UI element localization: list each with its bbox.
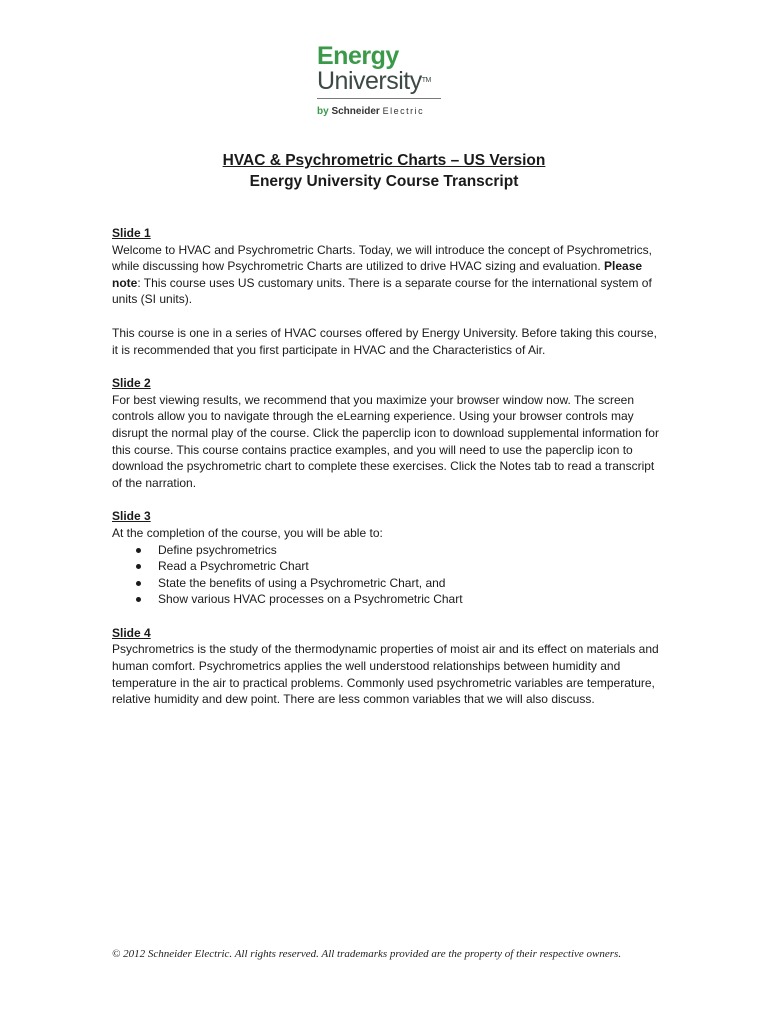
slide-paragraph: Welcome to HVAC and Psychrometric Charts. Today, we will introduce the concept of Psychrometrics, while discussing how Psychrometric Charts are utilized to drive HVAC sizing and evaluation. Please note: This course uses US customary units. There is a separate course for the international system of units (SI units). bbox=[112, 242, 652, 307]
slide-heading: Slide 2 bbox=[112, 376, 151, 391]
logo-brand: Schneider bbox=[331, 106, 380, 117]
list-item: Define psychrometrics bbox=[112, 542, 660, 559]
energy-university-logo bbox=[317, 44, 457, 118]
slide-paragraph: At the completion of the course, you will be able to: bbox=[112, 525, 383, 540]
logo-brand-suffix: Electric bbox=[382, 106, 425, 116]
logo-divider bbox=[317, 98, 441, 99]
slide-heading: Slide 3 bbox=[112, 509, 151, 524]
logo-byline bbox=[317, 105, 457, 118]
copyright-footer: © 2012 Schneider Electric. All rights reserved. All trademarks provided are the property of their respective owners. bbox=[112, 948, 622, 960]
bullet-icon bbox=[136, 564, 141, 569]
objectives-list bbox=[112, 542, 660, 608]
document-title: HVAC & Psychrometric Charts – US Version bbox=[222, 152, 546, 169]
logo-trademark: TM bbox=[421, 77, 431, 84]
logo-by: by bbox=[317, 106, 329, 117]
logo-line1: Energy bbox=[317, 42, 399, 70]
list-item: State the benefits of using a Psychrometric Chart, and bbox=[112, 575, 660, 592]
logo-line2: University™ bbox=[317, 67, 431, 95]
slide-heading: Slide 1 bbox=[112, 226, 151, 240]
note-label: Please note bbox=[112, 259, 643, 290]
list-item: Show various HVAC processes on a Psychrometric Chart bbox=[112, 591, 660, 608]
slide-paragraph: For best viewing results, we recommend that you maximize your browser window now. The screen controls allow you to navigate through the eLearning experience. Using your browser controls may disrupt the normal play of the course. Click the paperclip icon to download supplemental information for this course. This course contains practice examples, and you will need to use the paperclip icon to download the psychrometric chart to complete these exercises. Click the Notes tab to read a transcript of the narration. bbox=[112, 392, 659, 490]
slide-heading: Slide 4 bbox=[112, 625, 151, 640]
list-item: Read a Psychrometric Chart bbox=[112, 558, 660, 575]
bullet-icon bbox=[136, 597, 141, 602]
slide-paragraph: Psychrometrics is the study of the thermodynamic properties of moist air and its effect on materials and human comfort. Psychrometrics applies the well understood relationships between humidity and temperature in the air to practical problems. Commonly used psychrometric variables are temperature, relative humidity and dew point. There are less common variables that we will also discuss. bbox=[112, 642, 659, 707]
bullet-icon bbox=[136, 581, 141, 586]
slide-paragraph: This course is one in a series of HVAC courses offered by Energy University. Before taking this course, it is recommended that you first participate in HVAC and the Characteristics of Air. bbox=[112, 325, 657, 357]
document-subtitle: Energy University Course Transcript bbox=[249, 173, 519, 190]
bullet-icon bbox=[136, 548, 141, 553]
transcript-body bbox=[112, 225, 660, 708]
